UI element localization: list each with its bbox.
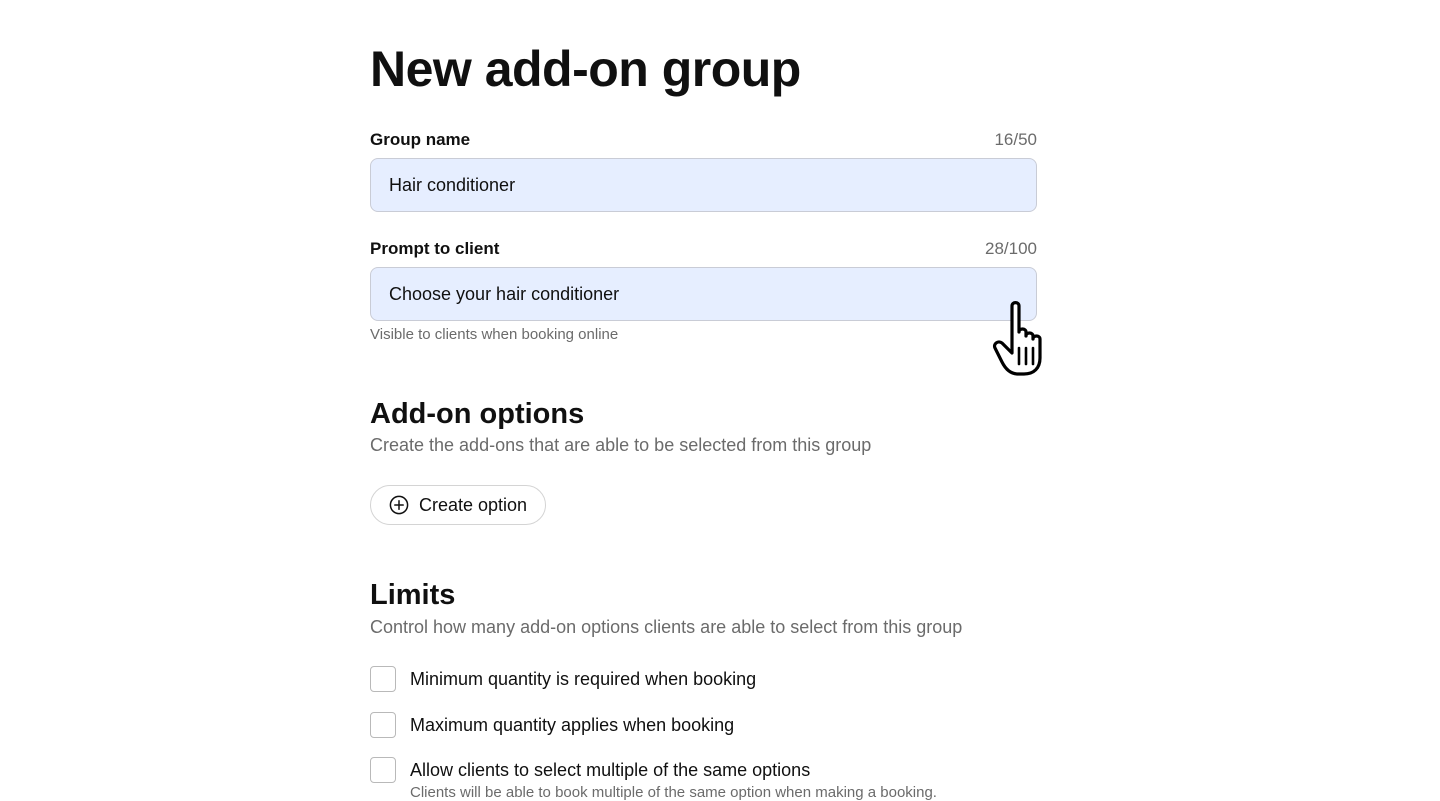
limits-title: Limits <box>370 579 456 611</box>
addon-options-description: Create the add-ons that are able to be selected from this group <box>370 435 872 455</box>
addon-options-title: Add-on options <box>370 398 585 430</box>
allow-multiple-label: Allow clients to select multiple of the same options <box>410 760 811 780</box>
limit-option-maximum[interactable] <box>370 712 734 738</box>
allow-multiple-checkbox[interactable] <box>370 757 396 783</box>
maximum-quantity-checkbox[interactable] <box>370 712 396 738</box>
group-name-counter: 16/50 <box>994 130 1037 149</box>
page-title: New add-on group <box>370 41 801 97</box>
group-name-label: Group name <box>370 130 471 149</box>
group-name-input[interactable] <box>370 158 1037 212</box>
minimum-quantity-label: Minimum quantity is required when booking <box>410 669 757 689</box>
minimum-quantity-checkbox[interactable] <box>370 666 396 692</box>
limit-option-minimum[interactable] <box>370 666 756 692</box>
plus-circle-icon <box>389 495 409 515</box>
prompt-helper-text: Visible to clients when booking online <box>370 326 619 343</box>
minimum-quantity-text <box>410 666 756 692</box>
group-name-label-row <box>370 130 1037 150</box>
create-option-label: Create option <box>419 494 528 515</box>
limits-description: Control how many add-on options clients are able to select from this group <box>370 617 963 637</box>
prompt-label: Prompt to client <box>370 239 500 258</box>
maximum-quantity-text <box>410 712 734 738</box>
limit-option-multiple[interactable] <box>370 757 937 801</box>
allow-multiple-text <box>410 757 937 801</box>
prompt-counter: 28/100 <box>985 239 1037 258</box>
prompt-input[interactable] <box>370 267 1037 321</box>
allow-multiple-sublabel: Clients will be able to book multiple of the same option when making a booking. <box>410 784 937 801</box>
prompt-label-row <box>370 239 1037 259</box>
create-option-button[interactable] <box>370 485 546 525</box>
maximum-quantity-label: Maximum quantity applies when booking <box>410 715 735 735</box>
